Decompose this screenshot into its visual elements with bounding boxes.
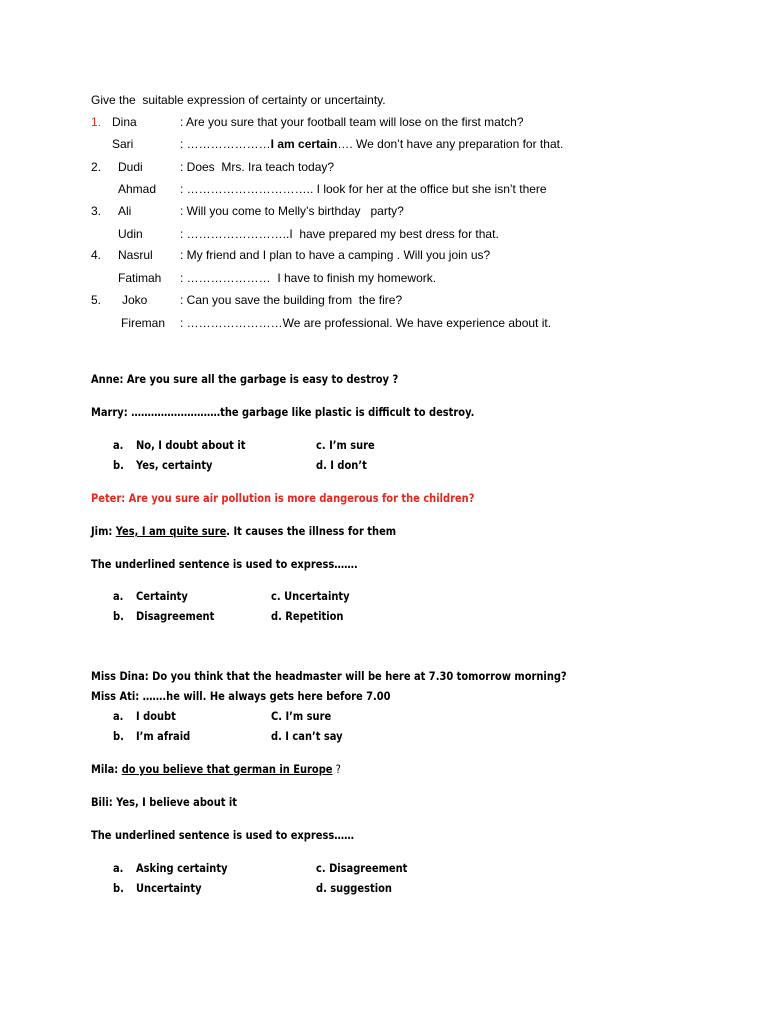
dialogue-line: Miss Ati: …….he will. He always gets here before 7.00 bbox=[91, 689, 391, 703]
dialogue-line: Marry: ………………………the garbage like plastic is difficult to destroy. bbox=[91, 405, 475, 419]
dialogue-line: Miss Dina: Do you think that the headmaster will be here at 7.30 tomorrow morning? bbox=[91, 669, 567, 683]
option-a: Asking certainty bbox=[136, 861, 228, 875]
question-prompt: The underlined sentence is used to express…… bbox=[91, 828, 355, 842]
option-c: c. Uncertainty bbox=[271, 589, 350, 603]
dialogue-line: : Does Mrs. Ira teach today? bbox=[180, 160, 335, 174]
instruction: Give the suitable expression of certainty or uncertainty. bbox=[91, 93, 386, 107]
speaker-name: Ali bbox=[118, 204, 132, 218]
option-b: I’m afraid bbox=[136, 729, 191, 743]
speaker-name: Dina bbox=[112, 115, 137, 129]
item-number: 2. bbox=[91, 160, 102, 174]
item-number: 1. bbox=[91, 115, 102, 129]
option-d: d. I can’t say bbox=[271, 729, 343, 743]
dialogue-line: Bili: Yes, I believe about it bbox=[91, 795, 238, 809]
dialogue-answer-line: : ……………………..I have prepared my best dress for that. bbox=[180, 227, 499, 241]
speaker-name: Nasrul bbox=[118, 248, 153, 262]
dialogue-line: Mila: do you believe that german in Europe ? bbox=[91, 762, 341, 776]
item-number: 5. bbox=[91, 293, 102, 307]
dialogue-answer-line: : ………………… I have to finish my homework. bbox=[180, 271, 437, 285]
option-letter: b. bbox=[113, 458, 124, 472]
dialogue-answer-line: : …………………I am certain…. We don’t have any preparation for that. bbox=[180, 137, 564, 151]
dialogue-answer-line: : ………………………….. I look for her at the office but she isn’t there bbox=[180, 182, 547, 196]
speaker-name: Ahmad bbox=[118, 182, 157, 196]
option-b: Yes, certainty bbox=[136, 458, 213, 472]
dialogue-line: : Can you save the building from the fire? bbox=[180, 293, 403, 307]
question-prompt: The underlined sentence is used to express……. bbox=[91, 557, 358, 571]
speaker-name: Sari bbox=[112, 137, 134, 151]
item-number: 3. bbox=[91, 204, 102, 218]
speaker-name: Fireman bbox=[121, 316, 166, 330]
option-a: Certainty bbox=[136, 589, 188, 603]
option-letter: a. bbox=[113, 438, 124, 452]
option-d: d. Repetition bbox=[271, 609, 344, 623]
speaker-name: Joko bbox=[122, 293, 148, 307]
dialogue-line: Peter: Are you sure air pollution is more dangerous for the children? bbox=[91, 491, 475, 505]
option-letter: b. bbox=[113, 881, 124, 895]
option-letter: b. bbox=[113, 609, 124, 623]
option-d: d. suggestion bbox=[316, 881, 392, 895]
dialogue-answer-line: : ……………………We are professional. We have experience about it. bbox=[180, 316, 552, 330]
dialogue-line: Jim: Yes, I am quite sure. It causes the illness for them bbox=[91, 524, 397, 538]
speaker-name: Fatimah bbox=[118, 271, 162, 285]
option-b: Disagreement bbox=[136, 609, 215, 623]
dialogue-line: Anne: Are you sure all the garbage is easy to destroy ? bbox=[91, 372, 399, 386]
option-b: Uncertainty bbox=[136, 881, 202, 895]
speaker-name: Udin bbox=[118, 227, 143, 241]
option-d: d. I don’t bbox=[316, 458, 367, 472]
dialogue-line: : Will you come to Melly’s birthday party? bbox=[180, 204, 404, 218]
option-letter: b. bbox=[113, 729, 124, 743]
option-c: C. I’m sure bbox=[271, 709, 332, 723]
option-a: No, I doubt about it bbox=[136, 438, 246, 452]
option-a: I doubt bbox=[136, 709, 176, 723]
dialogue-line: : Are you sure that your football team will lose on the first match? bbox=[180, 115, 524, 129]
dialogue-line: : My friend and I plan to have a camping . Will you join us? bbox=[180, 248, 491, 262]
option-letter: a. bbox=[113, 709, 124, 723]
speaker-name: Dudi bbox=[118, 160, 143, 174]
option-letter: a. bbox=[113, 861, 124, 875]
option-c: c. I’m sure bbox=[316, 438, 375, 452]
option-c: c. Disagreement bbox=[316, 861, 408, 875]
item-number: 4. bbox=[91, 248, 102, 262]
option-letter: a. bbox=[113, 589, 124, 603]
